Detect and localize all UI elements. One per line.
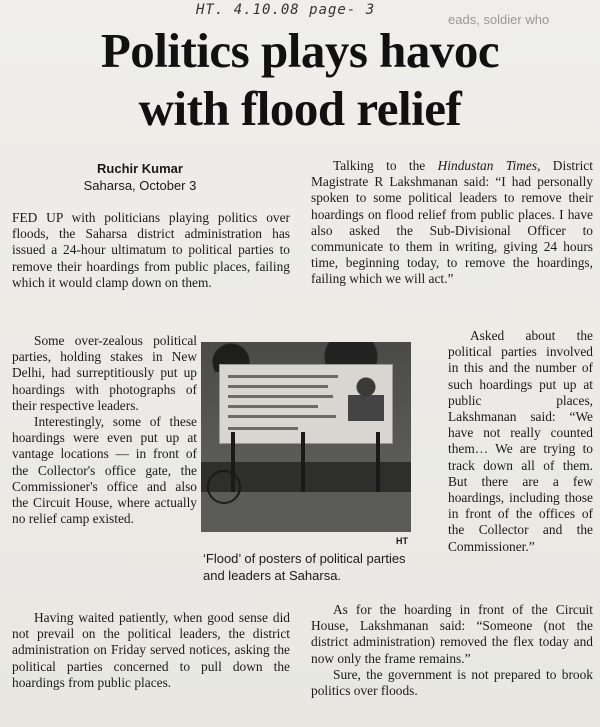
hoarding-pole [376,432,380,492]
banner-text-line [228,385,328,388]
paragraph-5-rest: , District Magistrate R Lakshmanan said: “I had personally spoken to some political leaders to remove their hoardings on flood relief from public places. I have also asked the Sub-Divisional Officer to communicate to them in writing, giving 24 hours time, beginning today, to remove the hoardings, failing which we will act.” [311,158,593,287]
column-1-top [12,210,290,291]
banner-text-line [228,395,333,398]
photo-caption: ‘Flood’ of posters of political parties and leaders at Saharsa. [203,551,406,583]
banner-text-line [228,375,338,378]
bicycle-wheel [207,470,241,504]
photo-credit: HT [396,536,408,546]
banner-text-line [228,427,298,430]
paragraph-4: Having waited patiently, when good sense did not prevail on the political leaders, the district administration on Friday served notices, asking the political parties concerned to pull down the hoardings from public places. [12,610,290,690]
banner-text-line [228,415,336,418]
dateline: Saharsa, October 3 [83,178,197,193]
headline-line-2: with flood relief [138,81,462,136]
paragraph-5 [311,158,593,288]
column-1-middle [12,333,197,527]
paragraph-5-lead: Talking to the [333,158,438,173]
hoarding-banner [219,364,393,444]
paragraph-3: Interestingly, some of these hoardings were even put up at vantage locations — in front of the Collector's office gate, the Commissioner's office and also the Circuit House, where actually no relief camp existed. [12,414,197,527]
column-1-bottom [12,610,290,691]
headline-line-1: Politics plays havoc [100,23,500,78]
paragraph-2: Some over-zealous political parties, holding stakes in New Delhi, had surreptitiously put up hoardings with photographs of their respective leaders. [12,333,197,413]
byline [40,160,240,194]
hoarding-pole [301,432,305,492]
column-2-middle [448,328,593,555]
headline [20,22,580,138]
author-name: Ruchir Kumar [97,161,183,176]
paragraph-7: As for the hoarding in front of the Circuit House, Lakshmanan said: “Someone (not the district administration) removed the flex today and now only the frame remains.” [311,602,593,666]
column-2-top [311,158,593,288]
newspaper-name: Hindustan Times [437,158,538,173]
leader-portrait [348,373,384,421]
news-photo [201,342,411,532]
handwritten-note: HT. 4.10.08 page- 3 [196,2,376,18]
paragraph-1: FED UP with politicians playing politics over floods, the Saharsa district administration has issued a 24-hour ultimatum to political parties to remove their hoardings from public places, failing which it would clamp down on them. [12,210,290,290]
paragraph-6: Asked about the political parties involved in this and the number of such hoardings put up at public places, Lakshmanan said: “We have not really counted them… We are trying to track down all of them. But there are a few hoardings, including those in front of the offices of the Collector and the Commissioner.” [448,328,593,554]
adjacent-article-bleed: eads, soldier who [448,12,550,27]
paragraph-8: Sure, the government is not prepared to brook politics over floods. [311,666,593,699]
column-2-bottom [311,602,593,699]
banner-text-line [228,405,318,408]
